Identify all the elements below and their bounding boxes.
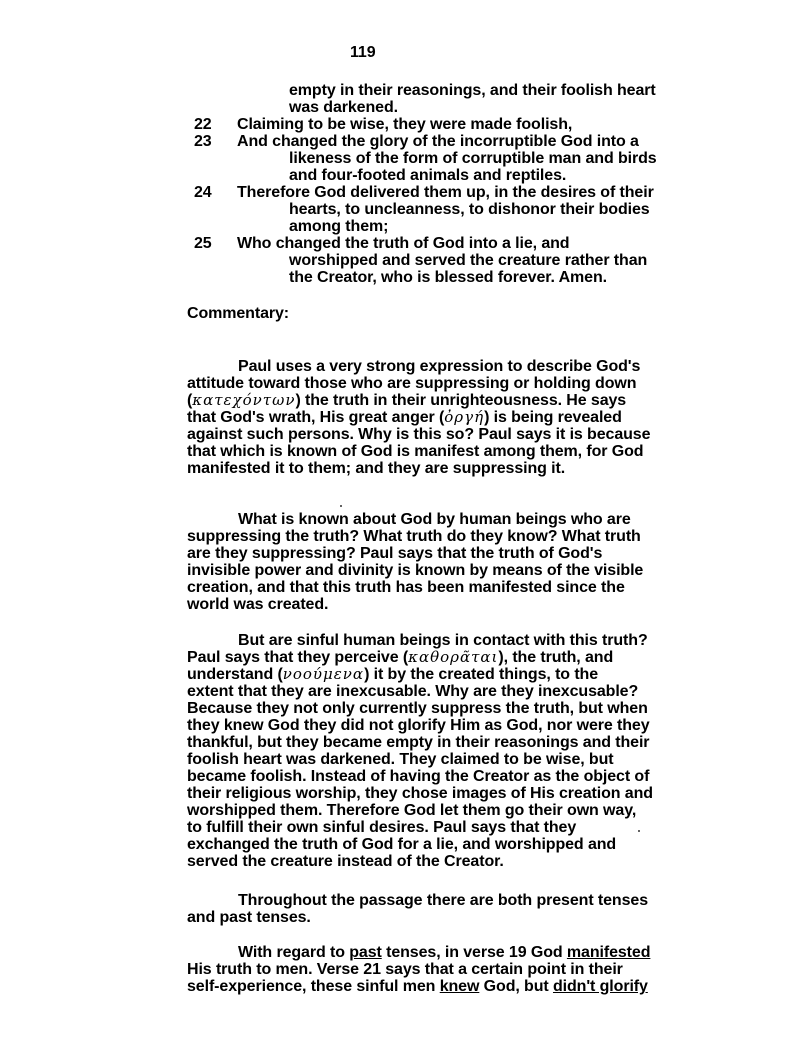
text-line: they knew God they did not glorify Him as God, nor were they: [187, 717, 650, 734]
verse-line: [190, 269, 730, 286]
text-line: world was created.: [187, 596, 329, 613]
verse-text: Therefore God delivered them up, in the desires of their: [237, 184, 654, 201]
verse-block: [190, 82, 730, 286]
line-text: tenses, in verse 19 God: [381, 944, 567, 961]
line-text: understand (: [187, 666, 283, 683]
verse-line: [190, 184, 730, 201]
commentary-heading: Commentary:: [187, 305, 290, 322]
verse-line: [190, 133, 730, 150]
text-line: [187, 666, 707, 683]
verse-line: [190, 235, 730, 252]
greek-word: κατεχόντων: [192, 391, 296, 409]
line-text: (: [187, 392, 193, 409]
underlined-word: past: [349, 944, 382, 961]
line-text: Paul says that they perceive (: [187, 649, 409, 666]
commentary-paragraph-5: [187, 944, 707, 995]
text-line: [187, 892, 707, 909]
line-text: What is known about God by human beings who are: [238, 511, 631, 528]
line-text: ), the truth, and: [498, 649, 614, 666]
verse-number: 25: [194, 235, 212, 252]
verse-line: [190, 252, 730, 269]
verse-continuation: among them;: [289, 218, 389, 235]
line-text: ) is being revealed: [484, 409, 622, 426]
commentary-paragraph-2: [187, 511, 707, 613]
line-text: But are sinful human beings in contact with this truth?: [238, 632, 648, 649]
verse-continuation: was darkened.: [289, 99, 398, 116]
underlined-word: didn't glorify: [552, 978, 648, 995]
text-line: against such persons. Why is this so? Paul says it is because: [187, 426, 651, 443]
verse-line: [190, 167, 730, 184]
text-line: [187, 511, 707, 528]
text-line: invisible power and divinity is known by means of the visible: [187, 562, 644, 579]
page-number: 119: [350, 44, 376, 61]
line-text: ) the truth in their unrighteousness. He says: [295, 392, 627, 409]
text-line: attitude toward those who are suppressing or holding down: [187, 375, 637, 392]
text-line: manifested it to them; and they are suppressing it.: [187, 460, 566, 477]
text-line: [187, 409, 707, 426]
text-line: [187, 632, 707, 649]
verse-line: [190, 150, 730, 167]
verse-line: [190, 82, 730, 99]
text-line: [187, 978, 707, 995]
scan-speck: [638, 830, 640, 832]
text-line: became foolish. Instead of having the Creator as the object of: [187, 768, 650, 785]
verse-continuation: the Creator, who is blessed forever. Amen.: [289, 269, 607, 286]
greek-word: καθορᾶται: [408, 648, 499, 666]
text-line: Because they not only currently suppress the truth, but when: [187, 700, 648, 717]
text-line: [187, 944, 707, 961]
text-line: extent that they are inexcusable. Why are they inexcusable?: [187, 683, 639, 700]
verse-line: [190, 218, 730, 235]
text-line: suppressing the truth? What truth do they know? What truth: [187, 528, 641, 545]
text-line: that which is known of God is manifest among them, for God: [187, 443, 644, 460]
line-text: Throughout the passage there are both present tenses: [238, 892, 648, 909]
text-line: served the creature instead of the Creator.: [187, 853, 504, 870]
text-line: their religious worship, they chose images of His creation and: [187, 785, 653, 802]
line-text: Paul uses a very strong expression to describe God's: [238, 358, 641, 375]
text-line: to fulfill their own sinful desires. Paul says that they: [187, 819, 577, 836]
verse-text: And changed the glory of the incorruptible God into a: [237, 133, 639, 150]
text-line: worshipped them. Therefore God let them go their own way,: [187, 802, 637, 819]
verse-number: 22: [194, 116, 212, 133]
scan-speck: [340, 505, 342, 507]
commentary-paragraph-1: [187, 358, 707, 477]
text-line: exchanged the truth of God for a lie, and worshipped and: [187, 836, 617, 853]
line-text: ) it by the created things, to the: [364, 666, 599, 683]
commentary-paragraph-3: [187, 632, 707, 870]
text-line: [187, 392, 707, 409]
verse-number: 24: [194, 184, 212, 201]
text-line: and past tenses.: [187, 909, 311, 926]
verse-continuation: likeness of the form of corruptible man and birds: [289, 150, 657, 167]
text-line: foolish heart was darkened. They claimed to be wise, but: [187, 751, 614, 768]
text-line: are they suppressing? Paul says that the truth of God's: [187, 545, 603, 562]
text-line: [187, 649, 707, 666]
greek-word: ὀργή: [444, 408, 485, 426]
verse-continuation: and four-footed animals and reptiles.: [289, 167, 567, 184]
underlined-word: knew: [439, 978, 480, 995]
verse-number: 23: [194, 133, 212, 150]
verse-continuation: empty in their reasonings, and their foolish heart: [289, 82, 656, 99]
verse-line: [190, 201, 730, 218]
text-line: thankful, but they became empty in their reasonings and their: [187, 734, 650, 751]
commentary-paragraph-4: [187, 892, 707, 926]
verse-text: Who changed the truth of God into a lie, and: [237, 235, 570, 252]
text-line: [187, 358, 707, 375]
underlined-word: manifested: [566, 944, 651, 961]
verse-line: [190, 116, 730, 133]
verse-text: Claiming to be wise, they were made foolish,: [237, 116, 573, 133]
text-line: His truth to men. Verse 21 says that a certain point in their: [187, 961, 623, 978]
text-line: creation, and that this truth has been manifested since the: [187, 579, 625, 596]
verse-line: [190, 99, 730, 116]
line-text: God, but: [479, 978, 553, 995]
greek-word: νοούμενα: [282, 665, 365, 683]
verse-continuation: worshipped and served the creature rather than: [289, 252, 648, 269]
verse-continuation: hearts, to uncleanness, to dishonor their bodies: [289, 201, 650, 218]
line-text: With regard to: [238, 944, 350, 961]
line-text: that God's wrath, His great anger (: [187, 409, 445, 426]
line-text: self-experience, these sinful men: [187, 978, 440, 995]
